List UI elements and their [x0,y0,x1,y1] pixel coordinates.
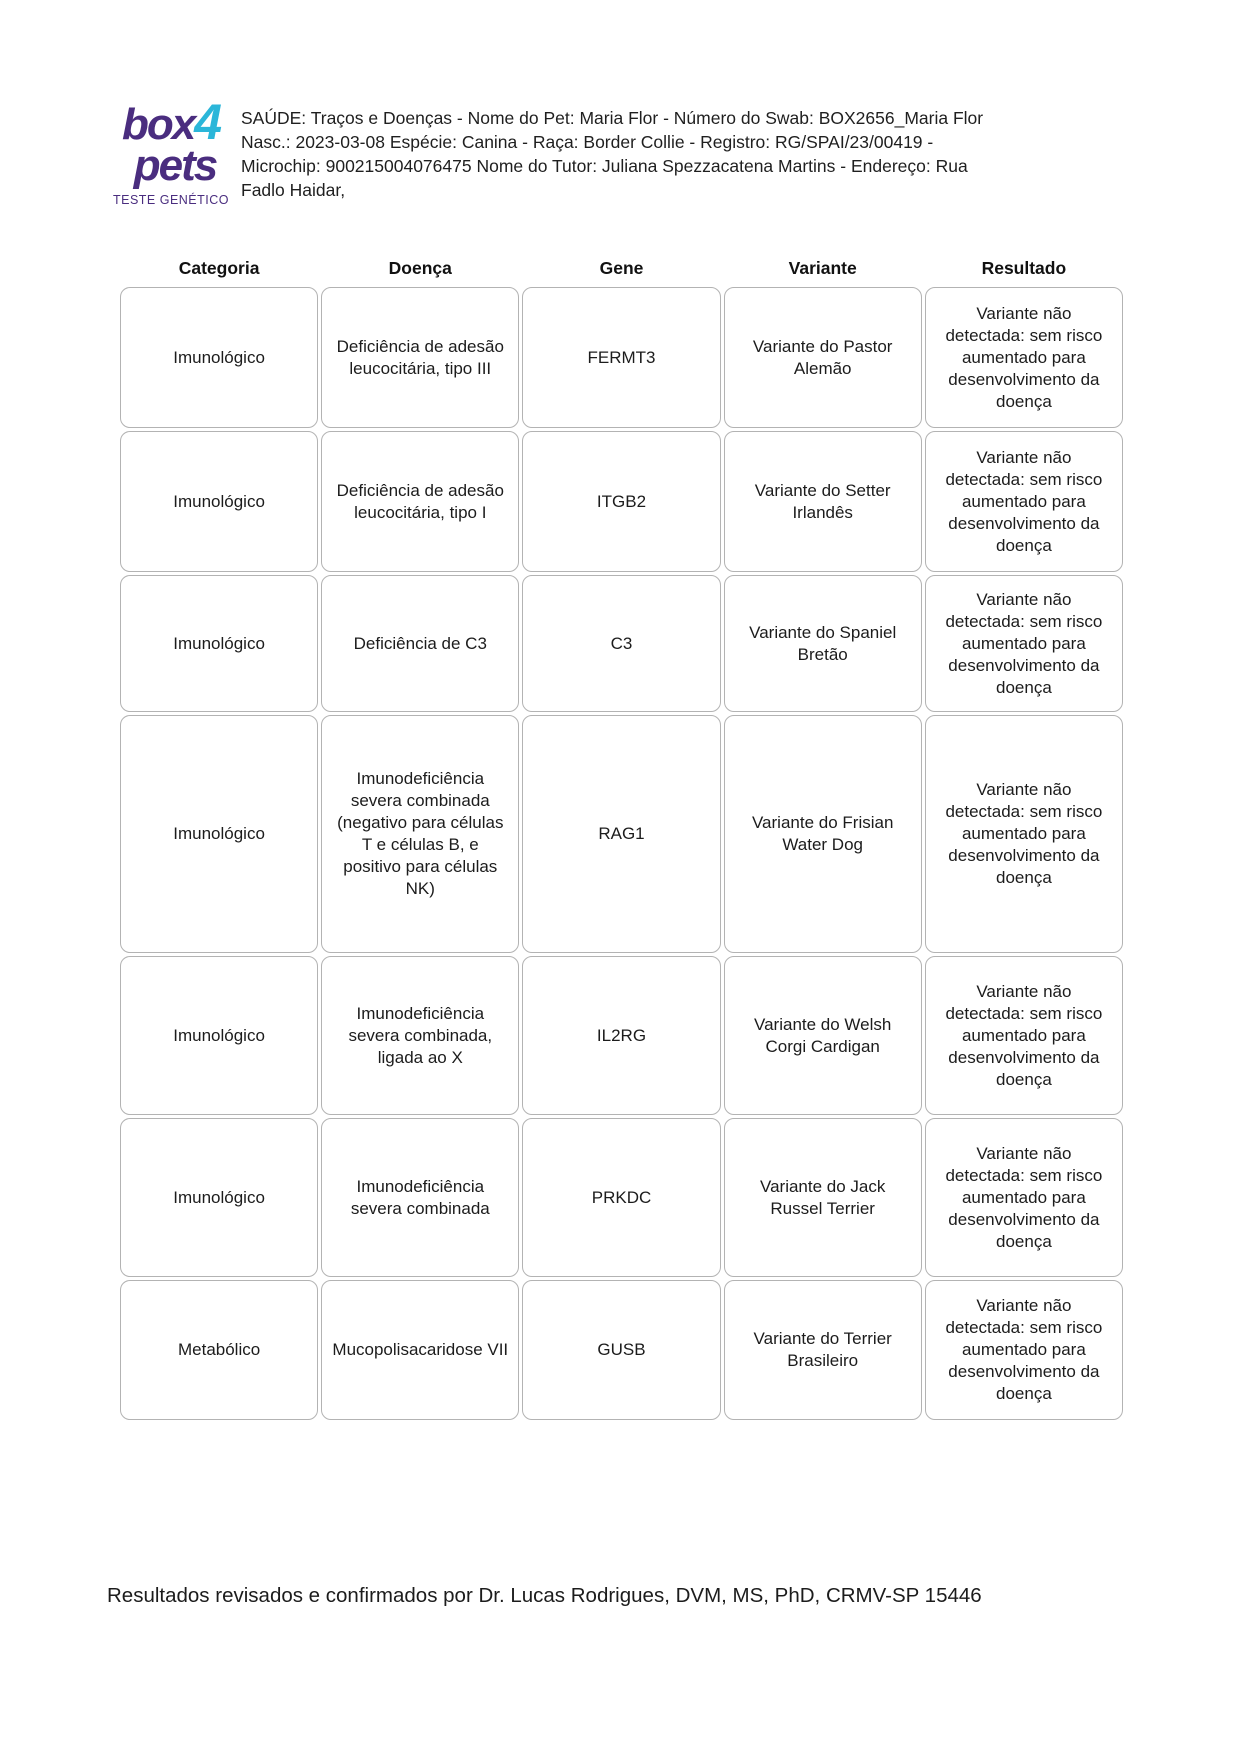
cell-variante: Variante do Terrier Brasileiro [724,1280,922,1420]
column-header-variante: Variante [788,258,857,278]
cell-resultado: Variante não detectada: sem risco aumentado para desenvolvimento da doença [925,715,1123,953]
cell-categoria: Imunológico [120,715,318,953]
cell-resultado: Variante não detectada: sem risco aumentado para desenvolvimento da doença [925,1280,1123,1420]
table-row [120,575,1123,712]
logo-wordmark-box4 [105,94,237,150]
cell-gene: PRKDC [522,1118,720,1277]
cell-variante: Variante do Jack Russel Terrier [724,1118,922,1277]
table-row [120,287,1123,428]
cell-resultado: Variante não detectada: sem risco aumentado para desenvolvimento da doença [925,956,1123,1115]
table-row [120,715,1123,953]
reviewer-signature-text: Resultados revisados e confirmados por Dr. Lucas Rodrigues, DVM, MS, PhD, CRMV-SP 15446 [107,1584,982,1607]
cell-doenca: Imunodeficiência severa combinada [321,1118,519,1277]
pet-info-text: SAÚDE: Traços e Doenças - Nome do Pet: Maria Flor - Número do Swab: BOX2656_Maria Flor Nasc.: 2023-03-08 Espécie: Canina - Raça: Border Collie - Registro: RG/SPAI/23/00419 - Microchip: 900215004076475 Nome do Tutor: Juliana Spezzacatena Martins - Endereço: Rua Fadlo Haidar, [241,108,984,200]
column-header-gene: Gene [599,258,644,278]
logo-tagline: TESTE GENÉTICO [112,193,230,207]
column-header-resultado: Resultado [981,258,1067,278]
table-row [120,1280,1123,1420]
results-table [120,258,1123,1423]
cell-gene: ITGB2 [522,431,720,572]
cell-doenca: Deficiência de adesão leucocitária, tipo I [321,431,519,572]
cell-resultado: Variante não detectada: sem risco aumentado para desenvolvimento da doença [925,1118,1123,1277]
cell-categoria: Imunológico [120,575,318,712]
report-header [105,94,1135,207]
logo-digit-4: 4 [194,94,221,150]
cell-variante: Variante do Spaniel Bretão [724,575,922,712]
cell-gene: IL2RG [522,956,720,1115]
cell-resultado: Variante não detectada: sem risco aumentado para desenvolvimento da doença [925,287,1123,428]
cell-categoria: Imunológico [120,431,318,572]
box4pets-logo [105,94,237,207]
cell-categoria: Metabólico [120,1280,318,1420]
logo-word-pets: pets [133,141,217,190]
cell-categoria: Imunológico [120,956,318,1115]
cell-gene: FERMT3 [522,287,720,428]
table-row [120,956,1123,1115]
cell-categoria: Imunológico [120,287,318,428]
table-row [120,1118,1123,1277]
cell-resultado: Variante não detectada: sem risco aumentado para desenvolvimento da doença [925,575,1123,712]
cell-gene: RAG1 [522,715,720,953]
cell-gene: GUSB [522,1280,720,1420]
table-header-row [120,258,1123,279]
logo-word-box: box [121,100,195,149]
cell-variante: Variante do Frisian Water Dog [724,715,922,953]
cell-doenca: Imunodeficiência severa combinada, ligada ao X [321,956,519,1115]
cell-doenca: Deficiência de adesão leucocitária, tipo III [321,287,519,428]
cell-resultado: Variante não detectada: sem risco aumentado para desenvolvimento da doença [925,431,1123,572]
cell-doenca: Mucopolisacaridose VII [321,1280,519,1420]
cell-doenca: Deficiência de C3 [321,575,519,712]
column-header-categoria: Categoria [178,258,260,278]
cell-categoria: Imunológico [120,1118,318,1277]
table-row [120,431,1123,572]
cell-gene: C3 [522,575,720,712]
column-header-doenca: Doença [388,258,452,278]
cell-variante: Variante do Welsh Corgi Cardigan [724,956,922,1115]
cell-variante: Variante do Pastor Alemão [724,287,922,428]
cell-variante: Variante do Setter Irlandês [724,431,922,572]
cell-doenca: Imunodeficiência severa combinada (negativo para células T e células B, e positivo para células NK) [321,715,519,953]
